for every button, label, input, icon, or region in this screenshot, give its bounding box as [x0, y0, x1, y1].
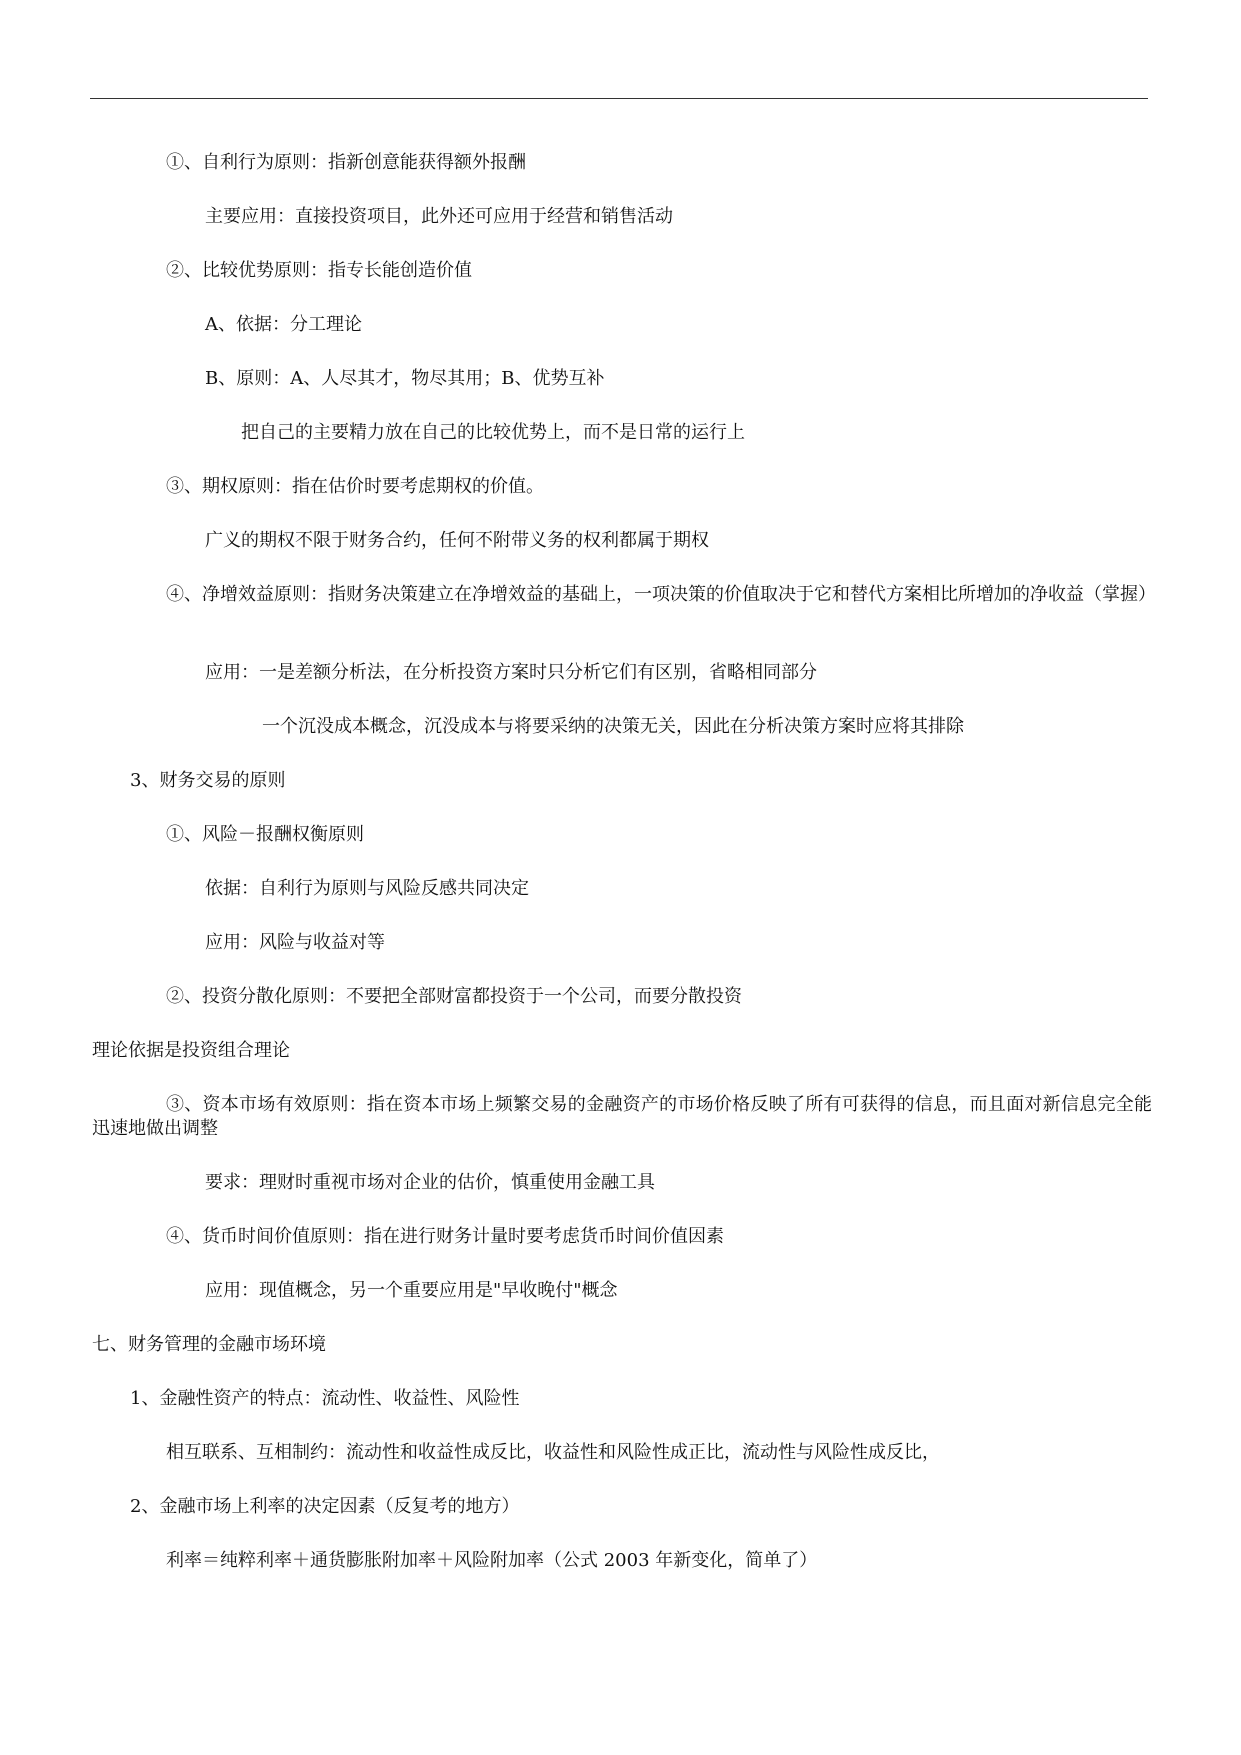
- principle-self-interest: ①、自利行为原则：指新创意能获得额外报酬: [166, 152, 526, 173]
- diversification-theory-note: 理论依据是投资组合理论: [92, 1040, 290, 1061]
- sunk-cost-note: 一个沉没成本概念，沉没成本与将要采纳的决策无关，因此在分析决策方案时应将其排除: [262, 716, 964, 737]
- broad-option-note: 广义的期权不限于财务合约，任何不附带义务的权利都属于期权: [205, 530, 709, 551]
- principle-efficient-market: ③、资本市场有效原则：指在资本市场上频繁交易的金融资产的市场价格反映了所有可获得的信息，而且面对新信息完全能迅速地做出调整: [92, 1094, 1152, 1139]
- principle-option: ③、期权原则：指在估价时要考虑期权的价值。: [166, 476, 544, 497]
- time-value-application: 应用：现值概念，另一个重要应用是"早收晚付"概念: [205, 1280, 618, 1301]
- section-heading-transaction-principles: 3、财务交易的原则: [130, 770, 286, 791]
- interest-rate-formula: 利率＝纯粹利率＋通货膨胀附加率＋风险附加率（公式 2003 年新变化，简单了）: [166, 1550, 818, 1571]
- financial-asset-features: 1、金融性资产的特点：流动性、收益性、风险性: [130, 1388, 520, 1409]
- principle-diversification: ②、投资分散化原则：不要把全部财富都投资于一个公司，而要分散投资: [166, 986, 742, 1007]
- efficient-market-requirement: 要求：理财时重视市场对企业的估价，慎重使用金融工具: [205, 1172, 655, 1193]
- principle-comparative-advantage: ②、比较优势原则：指专长能创造价值: [166, 260, 472, 281]
- header-rule: [90, 98, 1148, 99]
- risk-return-application: 应用：风险与收益对等: [205, 932, 385, 953]
- principle-time-value: ④、货币时间价值原则：指在进行财务计量时要考虑货币时间价值因素: [166, 1226, 724, 1247]
- risk-return-basis: 依据：自利行为原则与风险反感共同决定: [205, 878, 529, 899]
- main-application-note: 主要应用：直接投资项目，此外还可应用于经营和销售活动: [205, 206, 673, 227]
- interest-rate-factors-heading: 2、金融市场上利率的决定因素（反复考的地方）: [130, 1496, 520, 1517]
- principle-risk-return: ①、风险－报酬权衡原则: [166, 824, 364, 845]
- chapter-heading-financial-market: 七、财务管理的金融市场环境: [92, 1334, 326, 1355]
- application-differential-analysis: 应用：一是差额分析法，在分析投资方案时只分析它们有区别，省略相同部分: [205, 662, 817, 683]
- focus-on-advantage-note: 把自己的主要精力放在自己的比较优势上，而不是日常的运行上: [241, 422, 745, 443]
- principle-net-benefit: ④、净增效益原则：指财务决策建立在净增效益的基础上，一项决策的价值取决于它和替代方案相比所增加的净收益（掌握）: [166, 584, 1156, 605]
- basis-division-of-labor: A、依据：分工理论: [205, 314, 362, 335]
- principle-sub-items: B、原则：A、人尽其才，物尽其用；B、优势互补: [205, 368, 605, 389]
- features-relationship-note: 相互联系、互相制约：流动性和收益性成反比，收益性和风险性成正比，流动性与风险性成反比，: [166, 1442, 940, 1463]
